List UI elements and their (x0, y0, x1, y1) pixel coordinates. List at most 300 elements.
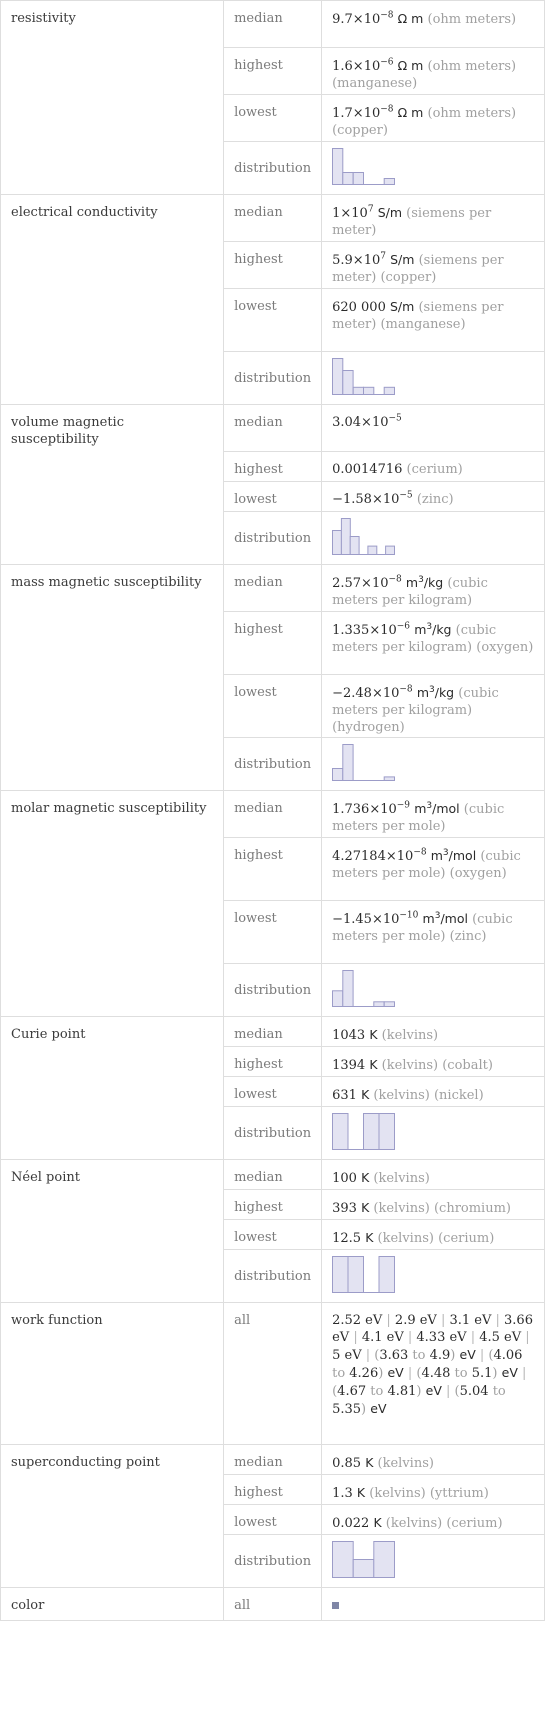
power-base: 10 (363, 59, 381, 74)
property-name-color: color (1, 1588, 224, 1621)
range-to: to (366, 1384, 388, 1399)
value-cell (322, 901, 545, 964)
unit-symbol: K (361, 1170, 370, 1185)
range-unit: eV (425, 1383, 442, 1398)
separator: | (517, 1366, 527, 1381)
value-cell (322, 289, 545, 352)
value-number: 0.0014716 (332, 462, 403, 477)
value-cell (322, 1017, 545, 1047)
unit (398, 105, 424, 120)
row-label: distribution (224, 142, 322, 195)
unit-denominator: /mol (432, 801, 460, 816)
unit (414, 801, 459, 816)
times-sign: × (361, 415, 372, 430)
table-row (1, 1303, 545, 1445)
unit-name: (ohm meters) (427, 106, 517, 121)
value-number: 1.736 (332, 802, 370, 817)
unit (365, 1230, 373, 1245)
value-cell (322, 1160, 545, 1190)
distribution-histogram-cell (322, 738, 545, 791)
unit (417, 685, 454, 700)
histogram-bar (333, 359, 343, 395)
unit-name: (siemens per meter) (332, 300, 504, 332)
range-unit: eV (387, 1365, 404, 1380)
unit (361, 1200, 369, 1215)
unit-symbol: m (416, 685, 429, 700)
row-label: median (224, 1017, 322, 1047)
power-base: 10 (371, 576, 389, 591)
value-cell (322, 48, 545, 95)
row-label: highest (224, 48, 322, 95)
value-cell (322, 242, 545, 289)
unit-symbol: m (414, 622, 427, 637)
histogram-bar (333, 991, 343, 1007)
value-cell (322, 1, 545, 48)
unit-denominator: /kg (423, 575, 444, 590)
paren: ( (416, 1366, 422, 1381)
histogram-bar (333, 1542, 354, 1578)
separator: | (491, 1313, 505, 1328)
unit-name: (kelvins) (377, 1456, 434, 1471)
power-base: 10 (351, 206, 368, 221)
paren: ( (332, 1384, 338, 1399)
unit-exponent: 3 (442, 847, 449, 858)
value-number: 0.022 (332, 1516, 370, 1531)
range-high: 5.1 (471, 1366, 493, 1381)
property-name-mass-magnetic-susceptibility: mass magnetic susceptibility (1, 565, 224, 791)
value-cell (322, 1190, 545, 1220)
histogram-bar (333, 1114, 349, 1150)
value-number: 1.335 (332, 623, 370, 638)
value-number: 100 (332, 1171, 357, 1186)
distribution-histogram (332, 970, 396, 1008)
histogram-bar (364, 1114, 380, 1150)
work-function-range (416, 1366, 518, 1381)
value-number: 620 000 (332, 300, 386, 315)
row-label: distribution (224, 1535, 322, 1588)
range-to: to (408, 1348, 430, 1363)
unit-denominator: /kg (434, 685, 455, 700)
work-function-value: 3.1 eV (449, 1313, 492, 1328)
exponent: −8 (413, 847, 427, 858)
histogram-bar (374, 1542, 395, 1578)
times-sign: × (340, 206, 352, 221)
histogram-bar (386, 546, 395, 554)
value-number: 4.27184 (332, 849, 386, 864)
unit-exponent: 3 (434, 910, 441, 921)
row-label: all (224, 1303, 322, 1445)
separator: | (382, 1313, 395, 1328)
separator: | (403, 1330, 417, 1345)
element-name: (zinc) (416, 492, 454, 507)
element-name: (oxygen) (476, 640, 534, 655)
row-label: median (224, 1445, 322, 1475)
exponent: −10 (399, 910, 419, 921)
unit-symbol: m (430, 848, 443, 863)
value-number: 9.7 (332, 12, 353, 27)
unit-name: (kelvins) (377, 1231, 434, 1246)
times-sign: × (371, 686, 383, 701)
element-name: (hydrogen) (332, 720, 405, 735)
distribution-histogram-cell (322, 1107, 545, 1160)
value-number: 12.5 (332, 1231, 362, 1246)
paren: ( (488, 1348, 494, 1363)
range-to: to (450, 1366, 472, 1381)
row-label: distribution (224, 738, 322, 791)
element-name: (cerium) (438, 1231, 495, 1246)
value-cell (322, 565, 545, 612)
separator: | (403, 1366, 417, 1381)
value-cell (322, 482, 545, 512)
range-to: to (332, 1366, 350, 1381)
value-cell (322, 195, 545, 242)
times-sign: × (352, 106, 364, 121)
unit-symbol: S/m (390, 252, 415, 267)
exponent: −8 (380, 10, 394, 21)
exponent: 7 (380, 251, 386, 262)
power-base: 10 (363, 12, 381, 27)
unit (398, 58, 424, 73)
value-number: 1 (332, 206, 341, 221)
unit-name: (cubic meters per mole) (332, 849, 521, 881)
unit (361, 1087, 369, 1102)
unit (414, 622, 451, 637)
unit-name: (kelvins) (381, 1058, 439, 1073)
histogram-bar (333, 1257, 349, 1293)
property-name-volume-magnetic-susceptibility: volume magnetic susceptibility (1, 405, 224, 565)
unit (398, 11, 424, 26)
value-number: 1.6 (332, 59, 353, 74)
property-name-curie-point: Curie point (1, 1017, 224, 1160)
histogram-bar (384, 1002, 394, 1007)
row-label: median (224, 195, 322, 242)
row-label: lowest (224, 289, 322, 352)
table-row (1, 1588, 545, 1621)
paren: ) (378, 1366, 384, 1381)
power-base: 10 (396, 849, 414, 864)
distribution-histogram (332, 148, 396, 186)
element-name: (manganese) (380, 317, 466, 332)
value-cell (322, 95, 545, 142)
exponent: −8 (399, 684, 413, 695)
work-function-values (322, 1303, 545, 1445)
times-sign: × (361, 576, 372, 591)
range-low: 4.67 (337, 1384, 367, 1399)
property-name-neel-point: Néel point (1, 1160, 224, 1303)
unit-exponent: 3 (426, 800, 433, 811)
histogram-bar (374, 1002, 384, 1007)
unit (357, 1485, 365, 1500)
distribution-histogram-cell (322, 352, 545, 405)
unit-name: (ohm meters) (427, 59, 517, 74)
value-number: 5.9 (332, 253, 353, 268)
row-label: lowest (224, 1505, 322, 1535)
row-label: distribution (224, 964, 322, 1017)
value-number: 631 (332, 1088, 357, 1103)
unit-name: (kelvins) (381, 1028, 439, 1043)
work-function-value: 2.9 eV (394, 1313, 437, 1328)
unit (369, 1057, 377, 1072)
range-unit: eV (501, 1365, 518, 1380)
unit-name: (cubic meters per kilogram) (332, 576, 488, 608)
times-sign: × (371, 492, 383, 507)
value-number: 1.7 (332, 106, 353, 121)
distribution-histogram (332, 358, 396, 396)
unit (406, 575, 443, 590)
row-label: highest (224, 1047, 322, 1077)
value-cell (322, 1505, 545, 1535)
unit-name: (cubic meters per mole) (332, 802, 505, 834)
element-name: (nickel) (433, 1088, 484, 1103)
table-row (1, 791, 545, 838)
value-number: 0.85 (332, 1456, 362, 1471)
range-low: 4.06 (493, 1348, 523, 1363)
paren: ) (416, 1384, 422, 1399)
row-label: highest (224, 1475, 322, 1505)
work-function-value: 2.52 eV (332, 1313, 383, 1328)
distribution-histogram (332, 518, 396, 556)
element-name: (manganese) (332, 76, 418, 91)
histogram-bar (364, 387, 374, 394)
histogram-bar (368, 546, 377, 554)
unit-symbol: S/m (377, 205, 403, 220)
histogram-bar (343, 745, 353, 781)
row-label: highest (224, 838, 322, 901)
row-label: lowest (224, 1077, 322, 1107)
unit-symbol: K (365, 1230, 374, 1245)
distribution-histogram-cell (322, 1250, 545, 1303)
row-label: median (224, 1160, 322, 1190)
value-number: −1.58 (332, 492, 372, 507)
row-label: lowest (224, 675, 322, 738)
unit-name: (kelvins) (369, 1486, 426, 1501)
times-sign: × (385, 849, 397, 864)
paren: ) (361, 1402, 367, 1417)
unit (423, 911, 468, 926)
table-row (1, 405, 545, 452)
unit-exponent: 3 (426, 621, 433, 632)
value-cell (322, 791, 545, 838)
color-swatch (332, 1602, 339, 1609)
value-cell (322, 1220, 545, 1250)
power-base: 10 (363, 106, 381, 121)
exponent: −6 (396, 621, 411, 632)
property-name-electrical-conductivity: electrical conductivity (1, 195, 224, 405)
row-label: median (224, 565, 322, 612)
exponent: −6 (380, 57, 394, 68)
exponent: −8 (380, 104, 394, 115)
times-sign: × (369, 623, 381, 638)
unit-symbol: Ω m (397, 105, 424, 120)
separator: | (361, 1348, 375, 1363)
distribution-histogram-cell (322, 964, 545, 1017)
range-low: 5.04 (459, 1384, 489, 1399)
element-name: (yttrium) (429, 1486, 489, 1501)
distribution-histogram (332, 744, 396, 782)
times-sign: × (352, 12, 364, 27)
unit-name: (kelvins) (373, 1171, 430, 1186)
power-base: 10 (382, 492, 400, 507)
value-number: 1394 (332, 1058, 366, 1073)
element-name: (copper) (332, 123, 388, 138)
exponent: 7 (367, 204, 374, 215)
value-cell (322, 1077, 545, 1107)
row-label: median (224, 1, 322, 48)
histogram-bar (341, 519, 350, 555)
times-sign: × (371, 912, 383, 927)
unit-name: (cubic meters per mole) (332, 912, 513, 944)
row-label: median (224, 405, 322, 452)
property-name-superconducting-point: superconducting point (1, 1445, 224, 1588)
row-label: lowest (224, 901, 322, 964)
distribution-histogram-cell (322, 512, 545, 565)
histogram-bar (353, 1560, 374, 1578)
property-name-work-function: work function (1, 1303, 224, 1445)
work-function-value: 4.33 eV (416, 1330, 467, 1345)
row-label: distribution (224, 1107, 322, 1160)
unit (390, 299, 414, 314)
row-label: distribution (224, 1250, 322, 1303)
separator: | (466, 1330, 480, 1345)
value-number: 1.3 (332, 1486, 353, 1501)
value-number: 393 (332, 1201, 357, 1216)
unit-name: (kelvins) (373, 1201, 430, 1216)
separator: | (436, 1313, 450, 1328)
distribution-histogram (332, 1541, 396, 1579)
unit-symbol: K (369, 1057, 378, 1072)
value-number: 1043 (332, 1028, 366, 1043)
work-function-value: 4.5 eV (479, 1330, 522, 1345)
unit-denominator: /mol (440, 911, 468, 926)
unit-symbol: K (361, 1087, 370, 1102)
unit-symbol: S/m (390, 299, 415, 314)
table-row (1, 1, 545, 48)
power-base: 10 (380, 802, 397, 817)
range-high: 4.26 (349, 1366, 379, 1381)
separator: | (521, 1330, 530, 1345)
row-label: all (224, 1588, 322, 1621)
histogram-bar (333, 769, 343, 781)
histogram-bar (379, 1257, 395, 1293)
range-unit: eV (370, 1401, 387, 1416)
table-row (1, 195, 545, 242)
separator: | (441, 1384, 455, 1399)
unit-name: (siemens per meter) (332, 253, 504, 285)
table-row (1, 1017, 545, 1047)
value-cell (322, 452, 545, 482)
unit-symbol: m (422, 911, 435, 926)
range-high: 5.35 (332, 1402, 362, 1417)
histogram-bar (384, 777, 394, 781)
distribution-histogram-cell (322, 1535, 545, 1588)
histogram-bar (353, 387, 363, 394)
histogram-bar (333, 531, 342, 555)
unit-denominator: /mol (448, 848, 477, 863)
property-name-molar-magnetic-susceptibility: molar magnetic susceptibility (1, 791, 224, 1017)
distribution-histogram-cell (322, 142, 545, 195)
row-label: highest (224, 452, 322, 482)
paren: ( (454, 1384, 460, 1399)
row-label: lowest (224, 1220, 322, 1250)
unit (431, 848, 476, 863)
work-function-value: 5 eV (332, 1348, 362, 1363)
table-row (1, 565, 545, 612)
range-to: to (488, 1384, 506, 1399)
value-number: 3.04 (332, 415, 362, 430)
histogram-bar (343, 371, 353, 395)
work-function-value: 4.1 eV (361, 1330, 404, 1345)
element-name: (cerium) (406, 462, 463, 477)
range-unit: eV (459, 1347, 476, 1362)
exponent: −9 (396, 800, 411, 811)
row-label: median (224, 791, 322, 838)
range-low: 4.48 (421, 1366, 451, 1381)
element-name: (zinc) (449, 929, 487, 944)
paren: ) (492, 1366, 498, 1381)
range-low: 3.63 (379, 1348, 409, 1363)
times-sign: × (369, 802, 381, 817)
element-name: (cobalt) (442, 1058, 493, 1073)
distribution-histogram (332, 1113, 396, 1151)
distribution-histogram (332, 1256, 396, 1294)
value-number: −2.48 (332, 686, 372, 701)
unit-symbol: Ω m (397, 58, 424, 73)
unit-symbol: Ω m (397, 11, 424, 26)
unit-name: (cubic meters per kilogram) (332, 623, 497, 655)
value-number: −1.45 (332, 912, 372, 927)
value-number: 2.57 (332, 576, 362, 591)
unit-name: (cubic meters per kilogram) (332, 686, 499, 718)
separator: | (349, 1330, 362, 1345)
separator: | (475, 1348, 489, 1363)
exponent: −5 (399, 490, 413, 501)
unit-symbol: K (356, 1485, 366, 1500)
row-label: lowest (224, 95, 322, 142)
histogram-bar (384, 179, 394, 185)
row-label: distribution (224, 352, 322, 405)
element-name: (cerium) (446, 1516, 503, 1531)
value-cell (322, 838, 545, 901)
unit-exponent: 3 (429, 684, 435, 695)
times-sign: × (352, 59, 364, 74)
power-base: 10 (363, 253, 381, 268)
unit (378, 205, 402, 220)
row-label: distribution (224, 512, 322, 565)
power-base: 10 (380, 623, 397, 638)
value-cell (322, 675, 545, 738)
unit-symbol: K (369, 1027, 378, 1042)
unit-denominator: /kg (432, 622, 452, 637)
unit-symbol: K (361, 1200, 370, 1215)
color-value (322, 1588, 545, 1621)
unit (373, 1515, 381, 1530)
histogram-bar (343, 173, 353, 185)
unit (390, 252, 414, 267)
element-name: (copper) (380, 270, 437, 285)
unit (369, 1027, 377, 1042)
histogram-bar (333, 149, 343, 185)
histogram-bar (348, 1257, 364, 1293)
work-function-range (332, 1384, 442, 1399)
unit-name: (kelvins) (373, 1088, 430, 1103)
exponent: −8 (388, 574, 402, 585)
unit-name: (kelvins) (385, 1516, 443, 1531)
unit-symbol: K (365, 1455, 374, 1470)
histogram-bar (343, 971, 353, 1007)
histogram-bar (350, 537, 359, 555)
exponent: −5 (388, 413, 402, 424)
power-base: 10 (371, 415, 389, 430)
